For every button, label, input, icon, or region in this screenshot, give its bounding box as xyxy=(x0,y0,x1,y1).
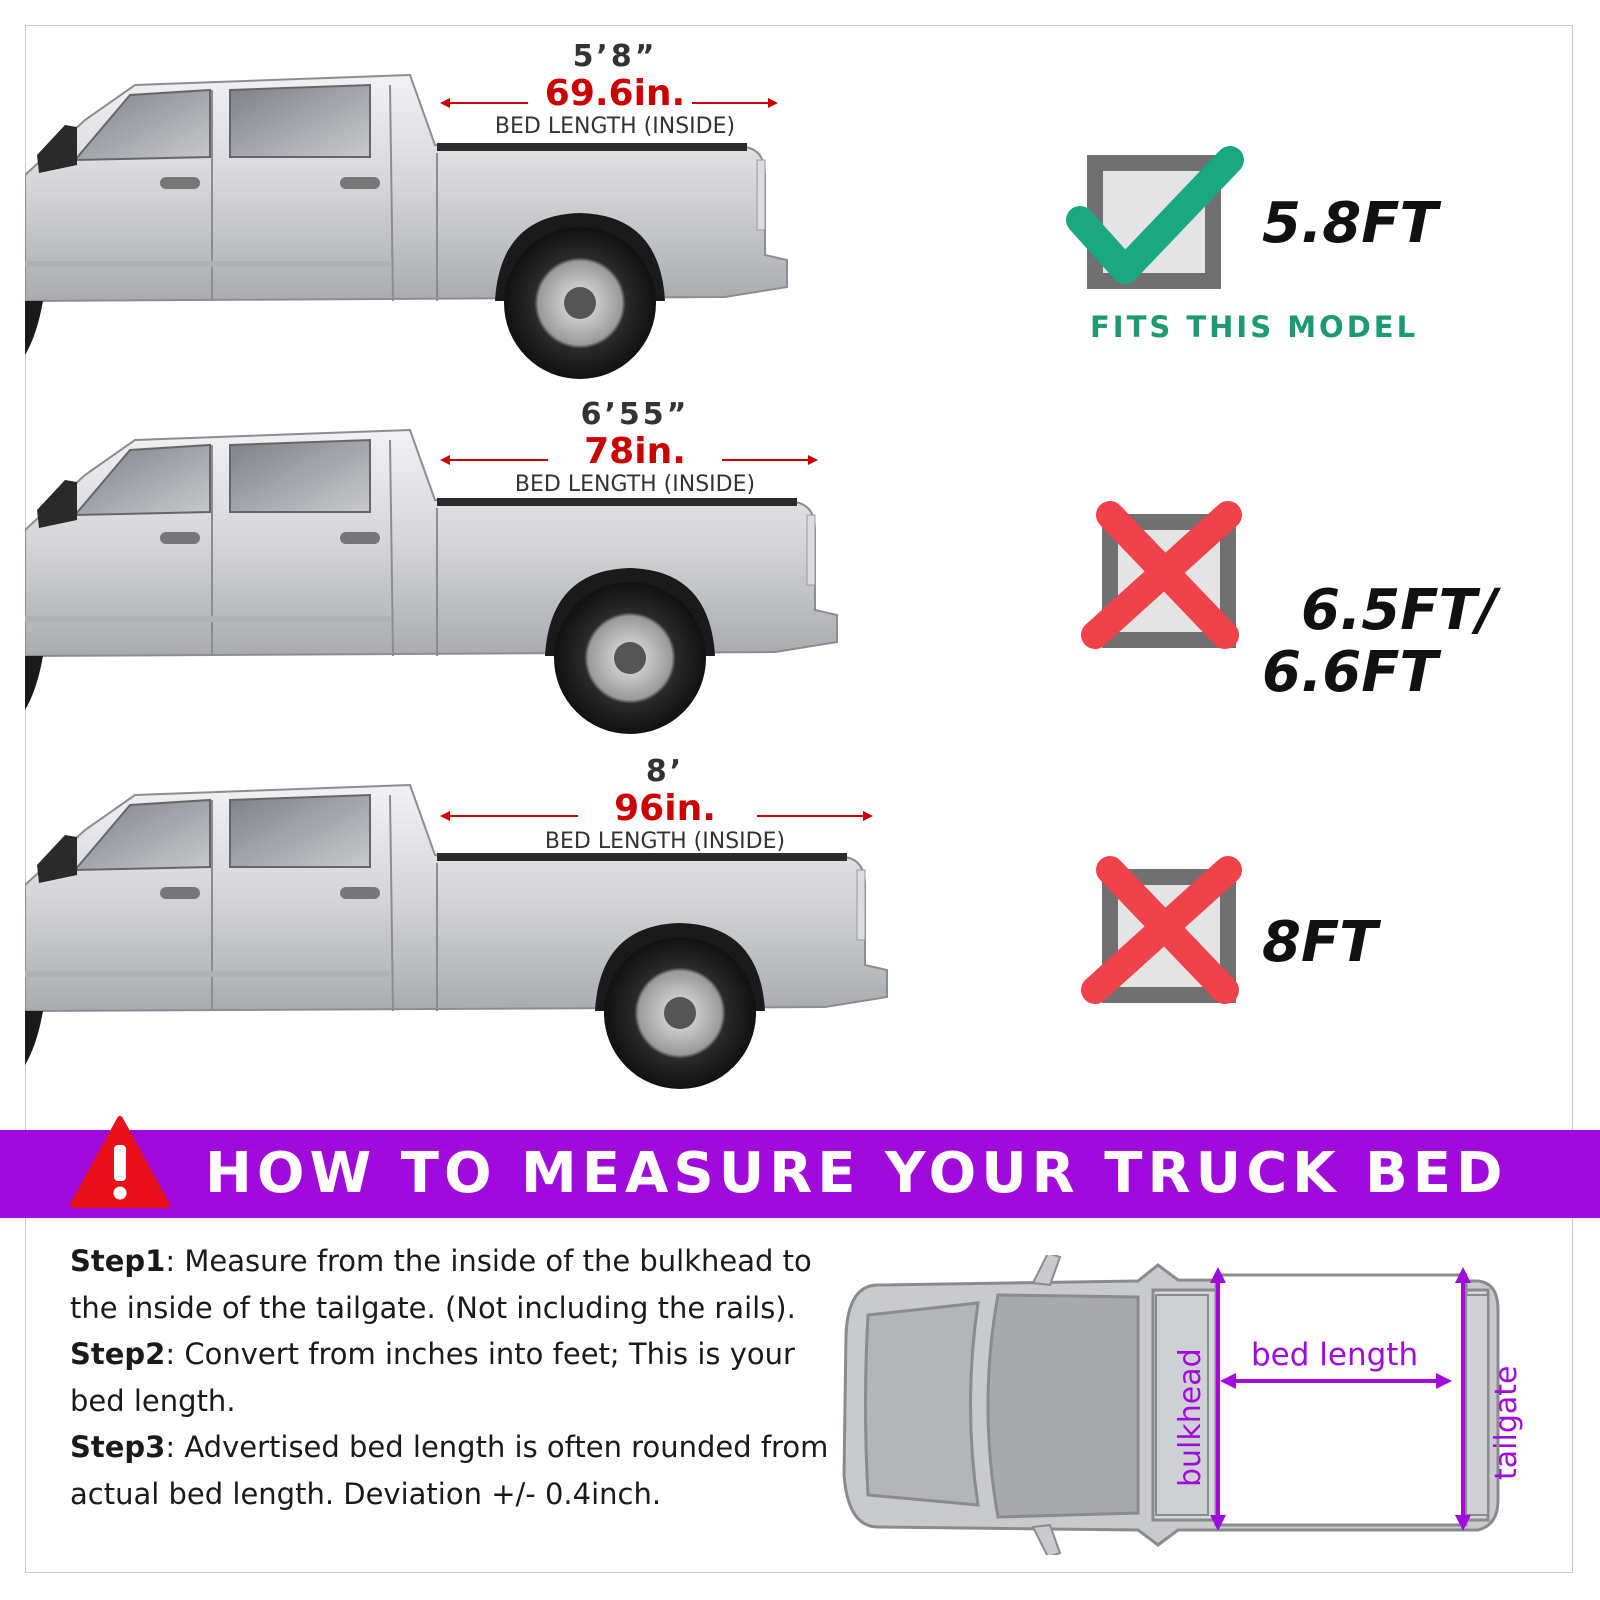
rear-window xyxy=(230,440,370,512)
step-2 xyxy=(70,1331,830,1424)
dimension-arrow-right-1 xyxy=(690,96,780,110)
dimension-arrow-right-2 xyxy=(720,453,820,467)
bed-length-feet: 8’ xyxy=(645,754,685,789)
dimension-label-3 xyxy=(525,755,805,855)
bed-length-inches: 96in. xyxy=(614,788,716,829)
step-1 xyxy=(70,1238,830,1331)
dimension-arrow-left-2 xyxy=(440,453,550,467)
front-wheel xyxy=(25,301,43,355)
wheel-hub xyxy=(564,287,596,319)
bed-length-caption: BED LENGTH (INSIDE) xyxy=(544,829,786,854)
cross-icon xyxy=(1080,500,1270,660)
mirror xyxy=(37,480,77,528)
door-handle xyxy=(160,177,200,189)
step-text: : Advertised bed length is often rounded from actual bed length. Deviation +/- 0.4inch. xyxy=(70,1430,829,1511)
step-text: : Measure from the inside of the bulkhead to the inside of the tailgate. (Not including the rails). xyxy=(70,1244,812,1325)
step-label: Step2 xyxy=(70,1337,166,1371)
mirror xyxy=(37,125,77,173)
door-handle xyxy=(160,532,200,544)
trim xyxy=(25,616,390,622)
dimension-arrow-left-3 xyxy=(440,809,580,823)
door-handle xyxy=(340,532,380,544)
step-label: Step1 xyxy=(70,1244,166,1278)
front-wheel xyxy=(25,1011,43,1065)
fits-this-model-label: FITS THIS MODEL xyxy=(1090,310,1419,344)
tailgate-label: tailgate xyxy=(1489,1365,1524,1480)
trim xyxy=(25,971,390,977)
dimension-arrow-left-1 xyxy=(440,96,530,110)
banner-title: HOW TO MEASURE YOUR TRUCK BED xyxy=(205,1141,1508,1206)
door-handle xyxy=(340,887,380,899)
dimension-label-1 xyxy=(475,40,755,140)
tail-light xyxy=(807,515,815,585)
bulkhead-label: bulkhead xyxy=(1173,1348,1208,1487)
front-wheel xyxy=(25,656,43,710)
bed-rail xyxy=(437,498,797,506)
size-label-3: 8FT xyxy=(1262,910,1378,975)
check-icon xyxy=(1060,140,1260,310)
bed-rail xyxy=(437,143,747,151)
dimension-label-2 xyxy=(495,398,775,498)
step-label: Step3 xyxy=(70,1430,166,1464)
step-text: : Convert from inches into feet; This is your bed length. xyxy=(70,1337,795,1418)
bed-length-feet: 6’55” xyxy=(580,397,690,432)
tail-light xyxy=(757,160,765,230)
door-handle xyxy=(160,887,200,899)
bed-length-inches: 69.6in. xyxy=(544,73,686,114)
wheel-hub xyxy=(614,642,646,674)
bed-length-label: bed length xyxy=(1251,1337,1419,1373)
trim xyxy=(25,261,390,267)
door-handle xyxy=(340,177,380,189)
mirror xyxy=(37,835,77,883)
bed-length-inches: 78in. xyxy=(584,431,686,472)
cross-icon xyxy=(1080,855,1270,1015)
dimension-arrow-right-3 xyxy=(755,809,875,823)
bed-length-caption: BED LENGTH (INSIDE) xyxy=(514,472,756,497)
steps-list xyxy=(70,1238,830,1517)
size-label-2 xyxy=(1262,518,1497,704)
size-label-1: 5.8FT xyxy=(1262,191,1438,256)
rear-window xyxy=(230,85,370,157)
step-3 xyxy=(70,1424,830,1517)
tail-light xyxy=(857,870,865,940)
truck-top-diagram xyxy=(838,1255,1558,1555)
size-label-2-text: 6.5FT/ 6.6FT xyxy=(1262,578,1498,705)
rear-window xyxy=(230,795,370,867)
bed-length-caption: BED LENGTH (INSIDE) xyxy=(494,114,736,139)
warning-icon xyxy=(70,1115,170,1210)
bed-length-feet: 5’8” xyxy=(572,39,658,74)
wheel-hub xyxy=(664,997,696,1029)
